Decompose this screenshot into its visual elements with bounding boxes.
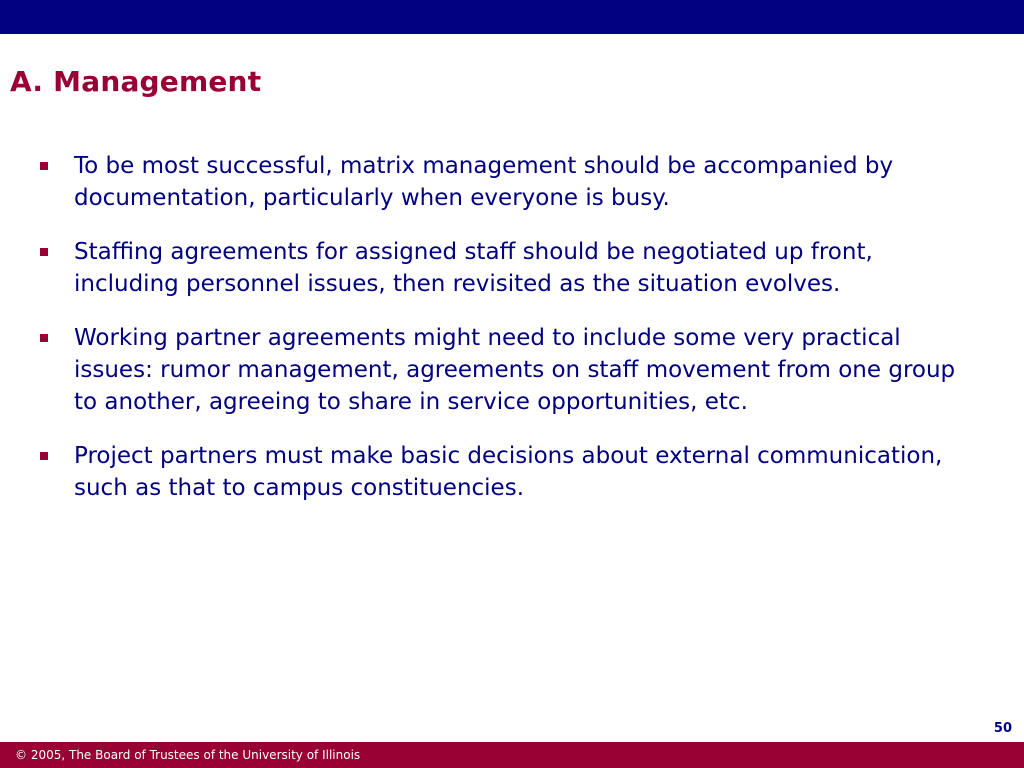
bullet-item (0, 150, 1024, 214)
square-bullet-icon (40, 162, 48, 170)
footer-bar (0, 742, 1024, 768)
bullet-text: Working partner agreements might need to include some very practical issues: rumor management, agreements on staff movement from one group to another, agreeing to share in service opportunities, etc. (74, 325, 956, 415)
bullet-item (0, 440, 1024, 504)
square-bullet-icon (40, 452, 48, 460)
square-bullet-icon (40, 334, 48, 342)
slide-title: A. Management (10, 65, 262, 98)
bullet-item (0, 236, 1024, 300)
bullet-text: To be most successful, matrix management should be accompanied by documentation, particularly when everyone is busy. (74, 153, 894, 211)
copyright-text: © 2005, The Board of Trustees of the University of Illinois (15, 748, 361, 762)
page-number: 50 (993, 721, 1012, 736)
square-bullet-icon (40, 248, 48, 256)
bullet-text: Staffing agreements for assigned staff should be negotiated up front, including personnel issues, then revisited as the situation evolves. (74, 239, 873, 297)
header-band (0, 0, 1024, 34)
bullet-item (0, 322, 1024, 418)
bullet-list (0, 150, 1024, 526)
bullet-text: Project partners must make basic decisions about external communication, such as that to campus constituencies. (74, 443, 943, 501)
